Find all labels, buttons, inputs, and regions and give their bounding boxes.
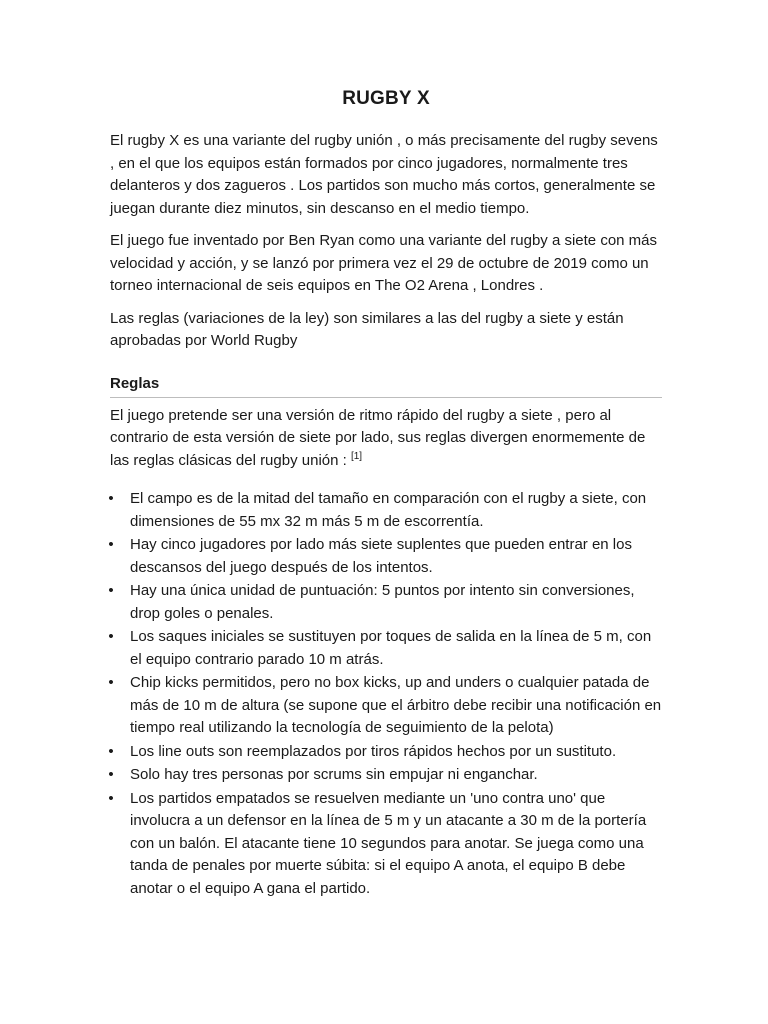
bullet-icon: • — [108, 742, 114, 760]
list-item-text: Los saques iniciales se sustituyen por toques de salida en la línea de 5 m, con el equipo contrario parado 10 m atrás. — [130, 628, 652, 668]
list-item-text: Hay una única unidad de puntuación: 5 puntos por intento sin conversiones, drop goles o penales. — [130, 582, 635, 622]
intro-paragraph-2: El juego fue inventado por Ben Ryan como una variante del rugby a siete con más velocidad y acción, y se lanzó por primera vez el 29 de octubre de 2019 como un torneo internacional de seis equipos en The O2 Arena , Londres . — [110, 232, 658, 294]
bullet-icon: • — [108, 582, 114, 599]
list-item — [110, 672, 662, 740]
rules-intro-text: El juego pretende ser una versión de ritmo rápido del rugby a siete , pero al contrario de esta versión de siete por lado, sus reglas divergen enormemente de las reglas clásicas del rugby unión : — [110, 406, 646, 469]
bullet-icon: • — [108, 490, 114, 507]
rules-intro-paragraph — [110, 405, 662, 473]
section-heading-reglas: Reglas — [110, 375, 662, 398]
list-item — [110, 788, 662, 901]
bullet-icon: • — [108, 789, 114, 807]
citation-link[interactable]: [1] — [350, 450, 363, 462]
rules-list — [110, 488, 662, 900]
list-item — [110, 626, 662, 671]
document-title: RUGBY X — [342, 88, 430, 109]
bullet-icon: • — [108, 628, 114, 645]
intro-paragraph-1: El rugby X es una variante del rugby unión , o más precisamente del rugby sevens , en el que los equipos están formados por cinco jugadores, normalmente tres delanteros y dos zagueros . Los partidos son mucho más cortos, generalmente se juegan durante diez minutos, sin descanso en el medio tiempo. — [110, 132, 658, 217]
list-item — [110, 534, 662, 579]
list-item-text: El campo es de la mitad del tamaño en comparación con el rugby a siete, con dimensiones de 55 mx 32 m más 5 m de escorrentía. — [130, 490, 647, 530]
list-item-text: Hay cinco jugadores por lado más siete suplentes que pueden entrar en los descansos del juego después de los intentos. — [130, 536, 632, 576]
list-item-text: Los partidos empatados se resuelven mediante un 'uno contra uno' que involucra a un defensor en la línea de 5 m y un atacante a 30 m de la portería con un balón. El atacante tiene 10 segundos para anotar. Se juega como una tanda de penales por muerte súbita: si el equipo A anota, el equipo B debe anotar o el equipo A gana el partido. — [130, 789, 647, 897]
bullet-icon: • — [108, 766, 114, 783]
bullet-icon: • — [108, 674, 114, 691]
list-item — [110, 741, 662, 764]
document-page — [110, 88, 662, 901]
list-item — [110, 488, 662, 533]
list-item-text: Solo hay tres personas por scrums sin empujar ni enganchar. — [130, 766, 538, 783]
list-item — [110, 764, 662, 787]
bullet-icon: • — [108, 536, 114, 553]
list-item-text: Chip kicks permitidos, pero no box kicks, up and unders o cualquier patada de más de 10 m de altura (se supone que el árbitro debe recibir una notificación en tiempo real utilizando la tecnología de seguimiento de la pelota) — [130, 674, 662, 736]
list-item — [110, 580, 662, 625]
intro-paragraph-3: Las reglas (variaciones de la ley) son similares a las del rugby a siete y están aprobadas por World Rugby — [110, 309, 624, 349]
list-item-text: Los line outs son reemplazados por tiros rápidos hechos por un sustituto. — [130, 742, 617, 760]
